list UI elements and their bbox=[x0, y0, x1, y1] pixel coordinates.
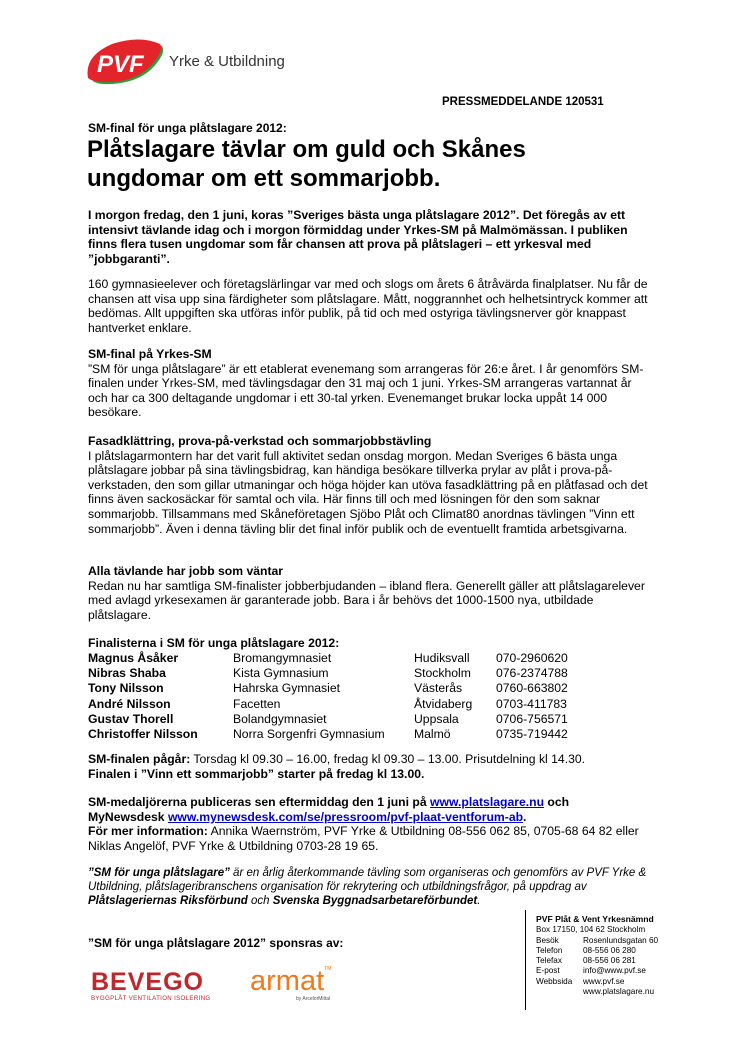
armat-tagline: by ArcelorMittal bbox=[296, 996, 331, 1002]
note-text: och bbox=[247, 895, 273, 907]
section-heading: Fasadklättring, prova-på-verkstad och sommarjobbstävling bbox=[88, 434, 432, 448]
media-text: SM-medaljörerna publiceras sen eftermiddag den 1 juni på bbox=[88, 795, 431, 809]
finalist-row bbox=[88, 681, 588, 696]
address-value: info@www.pvf.se bbox=[583, 966, 646, 976]
finalists-heading: Finalisterna i SM för unga plåtslagare 2012: bbox=[88, 636, 340, 650]
media-text: MyNewsdesk bbox=[88, 809, 168, 824]
note-text: . bbox=[477, 895, 481, 907]
finalist-name: Tony Nilsson bbox=[88, 681, 164, 696]
info-text: Annika Waernström, PVF Yrke & Utbildning 08-556 062 85, 0705-68 64 82 eller Niklas Angelöf, PVF Yrke & Utbildning 0703-28 19 65. bbox=[88, 824, 639, 853]
address-key: Besök bbox=[536, 935, 559, 945]
finalist-row bbox=[88, 712, 588, 727]
armat-logo bbox=[250, 966, 331, 1002]
organizer-note bbox=[88, 866, 648, 908]
address-key: E-post bbox=[536, 966, 560, 976]
finalist-name: Magnus Åsåker bbox=[88, 651, 179, 665]
schedule bbox=[88, 752, 648, 781]
address-row bbox=[536, 936, 696, 946]
address-value: 08-556 06 281 bbox=[583, 956, 636, 966]
address-block bbox=[536, 914, 696, 997]
bevego-wordmark: BEVEGO bbox=[91, 968, 204, 996]
section-text: Redan nu har samtliga SM-finalister jobberbjudanden – ibland flera. Generellt gäller att plåtslagarelever med avlagd yrkesexamen är garanterade jobb. Bara i år behövs det 1000-1500 nya, utbildade plåtslagare. bbox=[88, 578, 645, 622]
address-row bbox=[536, 966, 696, 976]
finalist-school: Hahrska Gymnasiet bbox=[233, 681, 341, 696]
address-key: Telefax bbox=[536, 956, 562, 966]
platslagare-link[interactable]: www.platslagare.nu bbox=[430, 795, 545, 809]
press-label: PRESSMEDDELANDE 120531 bbox=[442, 96, 604, 108]
finalist-school: Norra Sorgenfri Gymnasium bbox=[233, 726, 385, 741]
finalist-city: Åtvidaberg bbox=[414, 696, 473, 711]
logo-text: Yrke & Utbildning bbox=[169, 53, 285, 70]
address-row bbox=[536, 987, 696, 997]
armat-wordmark: armat bbox=[250, 965, 325, 997]
schedule-text: Torsdag kl 09.30 – 16.00, fredag kl 09.30 – 13.00. Prisutdelning kl 14.30. bbox=[190, 752, 586, 766]
section-jobs bbox=[88, 564, 648, 622]
finalist-name: André Nilsson bbox=[88, 696, 171, 711]
lead-paragraph: I morgon fredag, den 1 juni, koras ”Sveriges bästa unga plåtslagare 2012”. Det föregås av ett intensivt tävlande idag och i morgon förmiddag under Yrkes-SM på Malmömässan. I publiken finns flera tusen ungdomar som får chansen att prova på plåtslageri – ett yrkesval med ”jobbgaranti”. bbox=[88, 208, 628, 266]
paragraph-intro: 160 gymnasieelever och företagslärlingar var med och slogs om årets 6 åtråvärda finalplatser. Nu får de chansen att visa upp sina färdigheter som plåtslagare. Mått, noggrannhet och helhetsintryck kommer att bedömas. Allt uppgiften ska utföras inför publik, på tid och med ostyriga tävlingsnerver gör knappast hantverket enklare. bbox=[88, 277, 648, 335]
media-text: . bbox=[523, 809, 527, 824]
finalist-school: Bolandgymnasiet bbox=[233, 711, 327, 726]
note-bold: Plåtslageriernas Riksförbund bbox=[88, 895, 248, 907]
section-heading: Alla tävlande har jobb som väntar bbox=[88, 564, 284, 578]
bevego-logo bbox=[91, 969, 211, 1002]
finalist-phone: 0735-719442 bbox=[496, 726, 568, 741]
section-heading: SM-final på Yrkes-SM bbox=[88, 347, 212, 361]
section-activities bbox=[88, 434, 648, 536]
finalist-city: Hudiksvall bbox=[414, 651, 470, 665]
final-time: Finalen i ”Vinn ett sommarjobb” starter på fredag kl 13.00. bbox=[88, 766, 425, 781]
address-key: Webbsida bbox=[536, 976, 573, 986]
finalist-phone: 0703-411783 bbox=[496, 696, 567, 711]
kicker: SM-final för unga plåtslagare 2012: bbox=[88, 121, 287, 135]
sponsor-line: ”SM för unga plåtslagare 2012” sponsras av: bbox=[88, 936, 344, 950]
armat-tm: TM bbox=[324, 966, 332, 972]
media-text: och bbox=[544, 795, 570, 809]
finalist-name: Nibras Shaba bbox=[88, 666, 166, 681]
finalist-city: Uppsala bbox=[414, 711, 459, 726]
pvf-logo bbox=[82, 38, 166, 86]
finalist-phone: 070-2960620 bbox=[496, 651, 568, 665]
finalist-name: Gustav Thorell bbox=[88, 711, 174, 726]
pvf-logo-letters: PVF bbox=[97, 51, 144, 78]
media-info bbox=[88, 795, 648, 853]
finalist-phone: 076-2374788 bbox=[496, 666, 568, 681]
finalist-row bbox=[88, 697, 588, 712]
divider bbox=[525, 910, 526, 1010]
address-key: Telefon bbox=[536, 945, 563, 955]
finalist-city: Stockholm bbox=[414, 666, 471, 681]
bevego-tagline: BYGGPLÅT VENTILATION ISOLERING bbox=[91, 995, 211, 1002]
note-text: är en årlig återkommande tävling som organiseras och genomförs av PVF Yrke & Utbildning, plåtslageribranschens organisation för rekrytering och utbildningsfrågor, på uppdrag av bbox=[88, 867, 647, 893]
finalist-phone: 0760-663802 bbox=[496, 681, 568, 696]
finalist-city: Malmö bbox=[414, 726, 451, 741]
address-row bbox=[536, 946, 696, 956]
mynewsdesk-link[interactable]: www.mynewsdesk.com/se/pressroom/pvf-plaat-ventforum-ab bbox=[167, 809, 524, 824]
postal-address: Box 17150, 104 62 Stockholm bbox=[536, 925, 646, 935]
address-row bbox=[536, 956, 696, 966]
info-label: För mer information: bbox=[88, 824, 208, 839]
address-row bbox=[536, 977, 696, 987]
schedule-label: SM-finalen pågår: bbox=[88, 752, 191, 766]
finalists-table bbox=[88, 651, 588, 742]
address-value: 08-556 06 280 bbox=[583, 945, 636, 955]
finalist-school: Bromangymnasiet bbox=[233, 651, 332, 665]
section-sm-final bbox=[88, 347, 648, 420]
address-value: www.pvf.se bbox=[583, 976, 625, 986]
headline: Plåtslagare tävlar om guld och Skånes ungdomar om ett sommarjobb. bbox=[87, 136, 526, 192]
finalist-row bbox=[88, 727, 588, 742]
address-value: www.platslagare.nu bbox=[583, 987, 654, 997]
finalist-row bbox=[88, 666, 588, 681]
org-name: PVF Plåt & Vent Yrkesnämnd bbox=[536, 914, 654, 924]
finalist-phone: 0706-756571 bbox=[496, 711, 568, 726]
note-bold: Svenska Byggnadsarbetareförbundet bbox=[272, 895, 478, 907]
finalist-row bbox=[88, 651, 588, 666]
finalist-school: Kista Gymnasium bbox=[233, 666, 329, 681]
finalist-city: Västerås bbox=[414, 681, 463, 696]
note-bold: ”SM för unga plåtslagare” bbox=[88, 867, 230, 879]
finalist-school: Facetten bbox=[233, 696, 281, 711]
section-text: I plåtslagarmontern har det varit full aktivitet sedan onsdag morgon. Medan Sveriges 6 bästa unga plåtslagare jobbar på sina tävlingsbidrag, kan händiga besökare tillverka prylar av plåt i prova-på-verkstaden, den som gillar utmaningar och höga höjder kan utöva fasadklättring på en plåtfasad och det finns även sackosäckar för samtal och vila. Här finns till och med lösningen för den som saknar sommarjobb. Tillsammans med Skåneföretagen Sjöbo Plåt och Climat80 anordnas tävlingen ”Vinn ett sommarjobb”. Även i denna tävling blir det final inför publik och de eventuellt framtida arbetsgivarna. bbox=[88, 448, 648, 536]
finalist-name: Christoffer Nilsson bbox=[88, 726, 198, 741]
section-text: ”SM för unga plåtslagare” är ett etablerat evenemang som arrangeras för 26:e året. I år genomförs SM-finalen under Yrkes-SM, med tävlingsdagar den 31 maj och 1 juni. Yrkes-SM arrangeras vartannat år och har ca 300 deltagande ungdomar i ett 30-tal yrken. Evenemanget brukar locka uppåt 14 000 besökare. bbox=[88, 361, 644, 420]
address-value: Rosenlundsgatan 60 bbox=[583, 935, 659, 945]
